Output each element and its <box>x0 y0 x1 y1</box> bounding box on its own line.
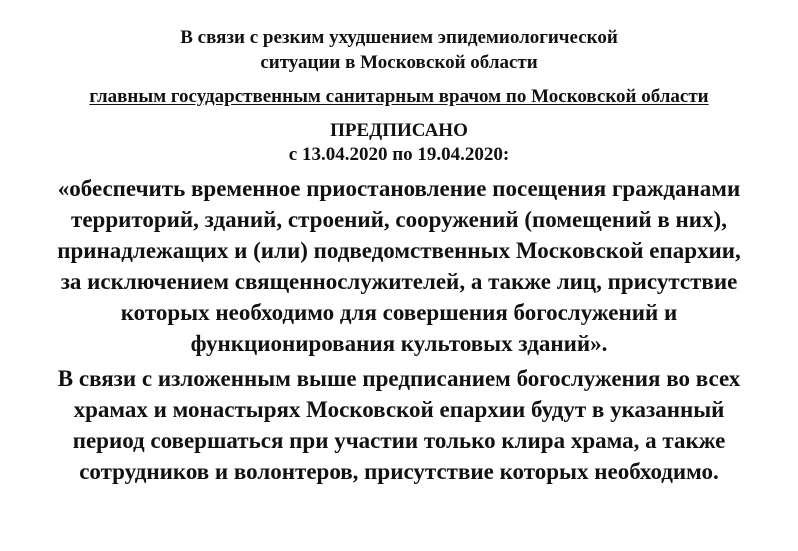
quote-line-1: «обеспечить временное приостановление посещения гражданами <box>57 176 741 201</box>
quote-line-6: функционирования культовых зданий». <box>190 331 608 356</box>
quote-line-5: которых необходимо для совершения богослужений и <box>120 300 678 325</box>
conclusion-line-4: сотрудников и волонтеров, присутствие которых необходимо. <box>79 459 719 484</box>
issuing-authority: главным государственным санитарным врачом по Московской области <box>89 86 709 107</box>
conclusion-line-3: период совершаться при участии только клира храма, а также <box>72 428 726 453</box>
header-line-2: ситуации в Московской области <box>260 52 538 73</box>
conclusion-line-2: храмах и монастырях Московской епархии будут в указанный <box>73 397 725 422</box>
header-line-1: В связи с резким ухудшением эпидемиологической <box>180 27 618 48</box>
quote-line-2: территорий, зданий, строений, сооружений (помещений в них), <box>71 207 727 232</box>
quote-line-3: принадлежащих и (или) подведомственных Московской епархии, <box>57 238 741 263</box>
order-title: ПРЕДПИСАНО <box>330 120 468 141</box>
quote-line-4: за исключением священнослужителей, а также лиц, присутствие <box>60 269 738 294</box>
order-period: с 13.04.2020 по 19.04.2020: <box>288 144 510 165</box>
conclusion-line-1: В связи с изложенным выше предписанием богослужения во всех <box>57 366 741 391</box>
